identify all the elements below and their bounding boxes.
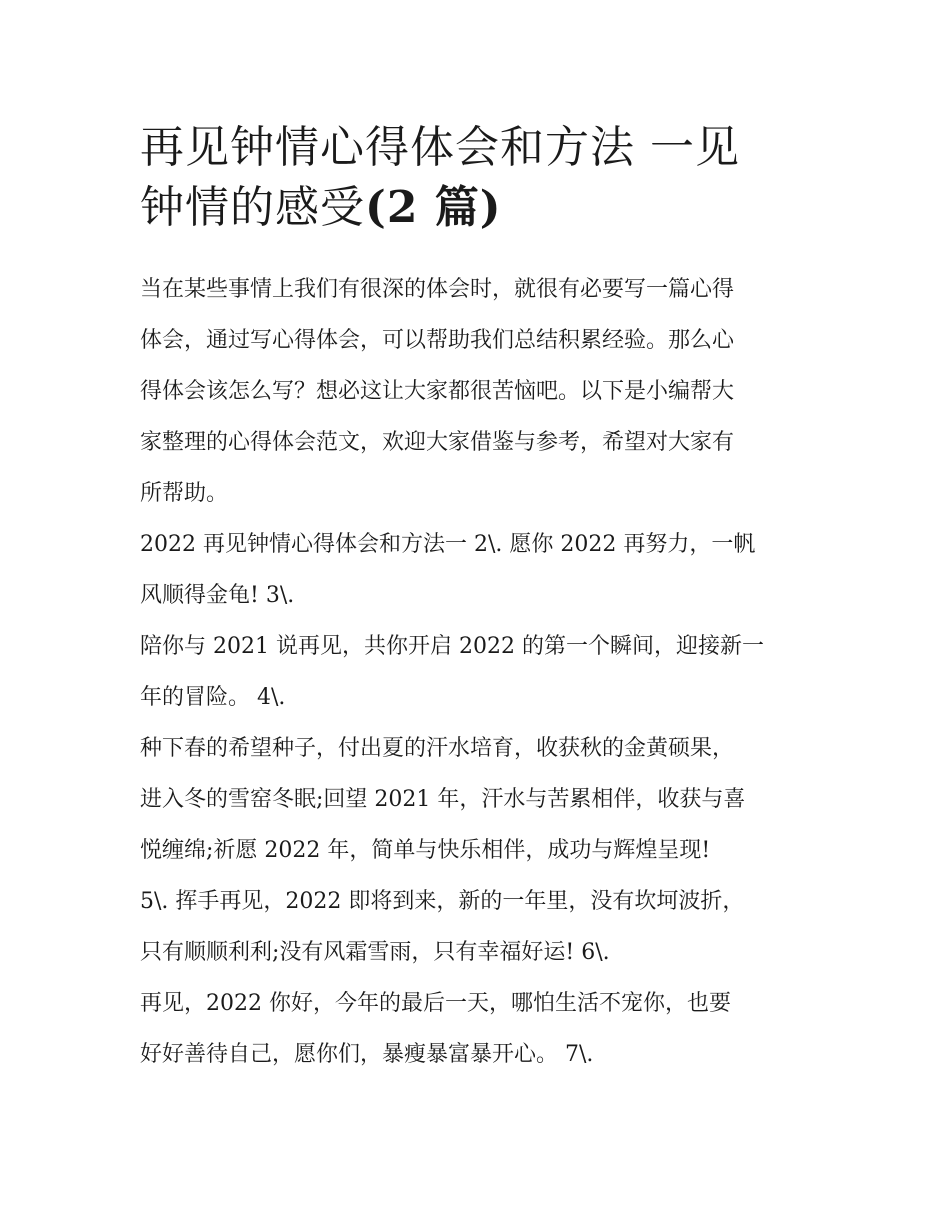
text-line: 风顺得金龟! 3\. [140, 583, 295, 608]
paragraph-item-2 [140, 519, 830, 621]
paragraph-item-3 [140, 621, 830, 723]
title-line-2 [140, 178, 830, 238]
text-line: 当在某些事情上我们有很深的体会时，就很有必要写一篇心得 [140, 277, 735, 302]
text-line: 陪你与 2021 说再见，共你开启 2022 的第一个瞬间，迎接新一 [140, 634, 764, 659]
paragraph-item-6 [140, 978, 830, 1080]
paragraph-intro [140, 264, 830, 519]
document-page [140, 118, 830, 1080]
title-article-count: (2 篇) [365, 182, 502, 233]
text-line: 年的冒险。 4\. [140, 685, 286, 710]
text-line: 所帮助。 [140, 481, 229, 506]
text-line: 悦缠绵;祈愿 2022 年，简单与快乐相伴，成功与辉煌呈现! [140, 838, 711, 863]
text-line: 2022 再见钟情心得体会和方法一 2\. 愿你 2022 再努力，一帆 [140, 532, 756, 557]
text-line: 体会，通过写心得体会，可以帮助我们总结积累经验。那么心 [140, 328, 735, 353]
text-line: 进入冬的雪窑冬眠;回望 2021 年，汗水与苦累相伴，收获与喜 [140, 787, 746, 812]
text-line: 5\. 挥手再见，2022 即将到来，新的一年里，没有坎坷波折， [140, 889, 745, 914]
text-line: 再见，2022 你好，今年的最后一天，哪怕生活不宠你，也要 [140, 991, 731, 1016]
title-line-1: 再见钟情心得体会和方法 一见 [140, 122, 740, 173]
title-line-2-text: 钟情的感受 [140, 182, 365, 233]
document-title [140, 118, 830, 238]
text-line: 种下春的希望种子，付出夏的汗水培育，收获秋的金黄硕果， [140, 736, 735, 761]
text-line: 好好善待自己，愿你们，暴瘦暴富暴开心。 7\. [140, 1042, 594, 1067]
text-line: 得体会该怎么写？想必这让大家都很苦恼吧。以下是小编帮大 [140, 379, 735, 404]
document-body [140, 264, 830, 1080]
text-line: 家整理的心得体会范文，欢迎大家借鉴与参考，希望对大家有 [140, 430, 735, 455]
text-line: 只有顺顺利利;没有风霜雪雨，只有幸福好运! 6\. [140, 940, 610, 965]
paragraph-item-5 [140, 876, 830, 978]
paragraph-item-4 [140, 723, 830, 876]
